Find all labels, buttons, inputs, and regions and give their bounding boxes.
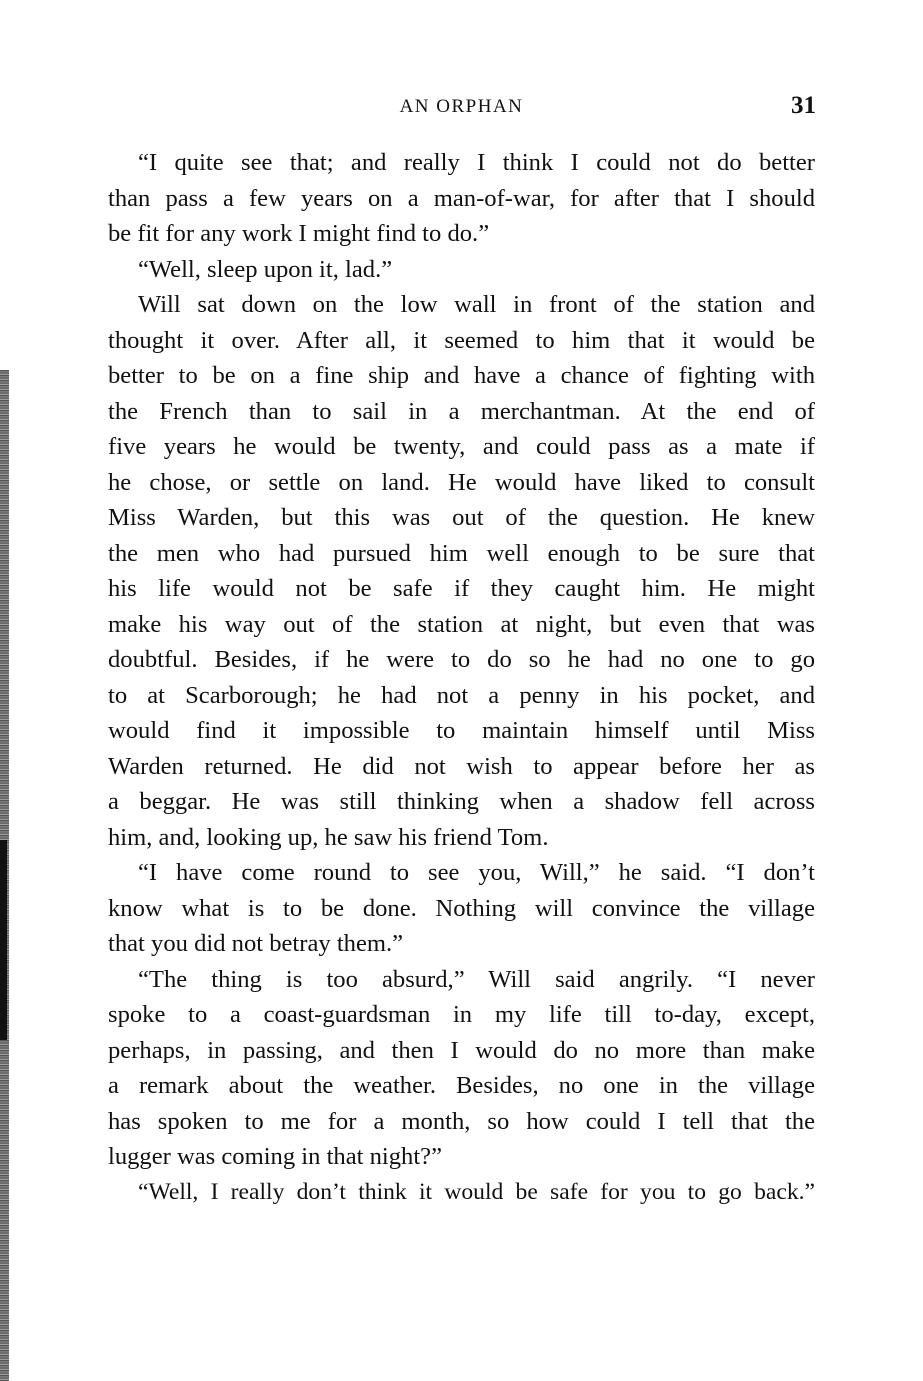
running-title: AN ORPHAN: [399, 96, 524, 117]
text-line: a remark about the weather. Besides, no one in the village: [108, 1072, 815, 1099]
text-line: the men who had pursued him well enough to be sure that: [108, 539, 815, 567]
text-line: “The thing is too absurd,” Will said angrily. “I never: [138, 965, 815, 993]
text-line: doubtful. Besides, if he were to do so he had no one to go: [108, 646, 815, 673]
text-line: spoke to a coast-guardsman in my life till to-day, except,: [108, 1001, 815, 1028]
body-text: [108, 145, 815, 1210]
text-line: perhaps, in passing, and then I would do no more than make: [108, 1036, 815, 1064]
text-line: the French than to sail in a merchantman. At the end of: [108, 397, 815, 425]
text-line: five years he would be twenty, and could pass as a mate if: [108, 433, 815, 460]
text-line: that you did not betray them.”: [108, 930, 404, 957]
text-line: thought it over. After all, it seemed to him that it would be: [108, 326, 815, 354]
text-line: his life would not be safe if they caught him. He might: [108, 575, 815, 602]
text-line: “I quite see that; and really I think I could not do better: [138, 149, 815, 176]
text-line: he chose, or settle on land. He would have liked to consult: [108, 468, 815, 496]
text-line: him, and, looking up, he saw his friend Tom.: [108, 823, 549, 851]
text-line: than pass a few years on a man-of-war, for after that I should: [108, 184, 815, 212]
text-line: “Well, sleep upon it, lad.”: [138, 255, 393, 283]
text-line: Will sat down on the low wall in front of the station and: [138, 291, 815, 318]
text-line: know what is to be done. Nothing will convince the village: [108, 894, 815, 922]
text-line: has spoken to me for a month, so how could I tell that the: [108, 1107, 815, 1135]
scan-page-edge-dark: [0, 840, 7, 1040]
text-line: would find it impossible to maintain himself until Miss: [108, 717, 815, 744]
page-number: 31: [791, 92, 816, 119]
text-line: a beggar. He was still thinking when a shadow fell across: [108, 788, 815, 815]
text-line: lugger was coming in that night?”: [108, 1143, 442, 1170]
text-line: to at Scarborough; he had not a penny in his pocket, and: [108, 681, 815, 709]
text-line: Warden returned. He did not wish to appear before her as: [108, 752, 815, 780]
text-line: make his way out of the station at night, but even that was: [108, 610, 815, 638]
text-line: “I have come round to see you, Will,” he said. “I don’t: [138, 859, 815, 886]
text-line: Miss Warden, but this was out of the question. He knew: [108, 504, 815, 531]
text-line: “Well, I really don’t think it would be safe for you to go back.”: [138, 1178, 815, 1205]
text-line: better to be on a fine ship and have a chance of fighting with: [108, 362, 815, 389]
text-line: be fit for any work I might find to do.”: [108, 220, 490, 247]
